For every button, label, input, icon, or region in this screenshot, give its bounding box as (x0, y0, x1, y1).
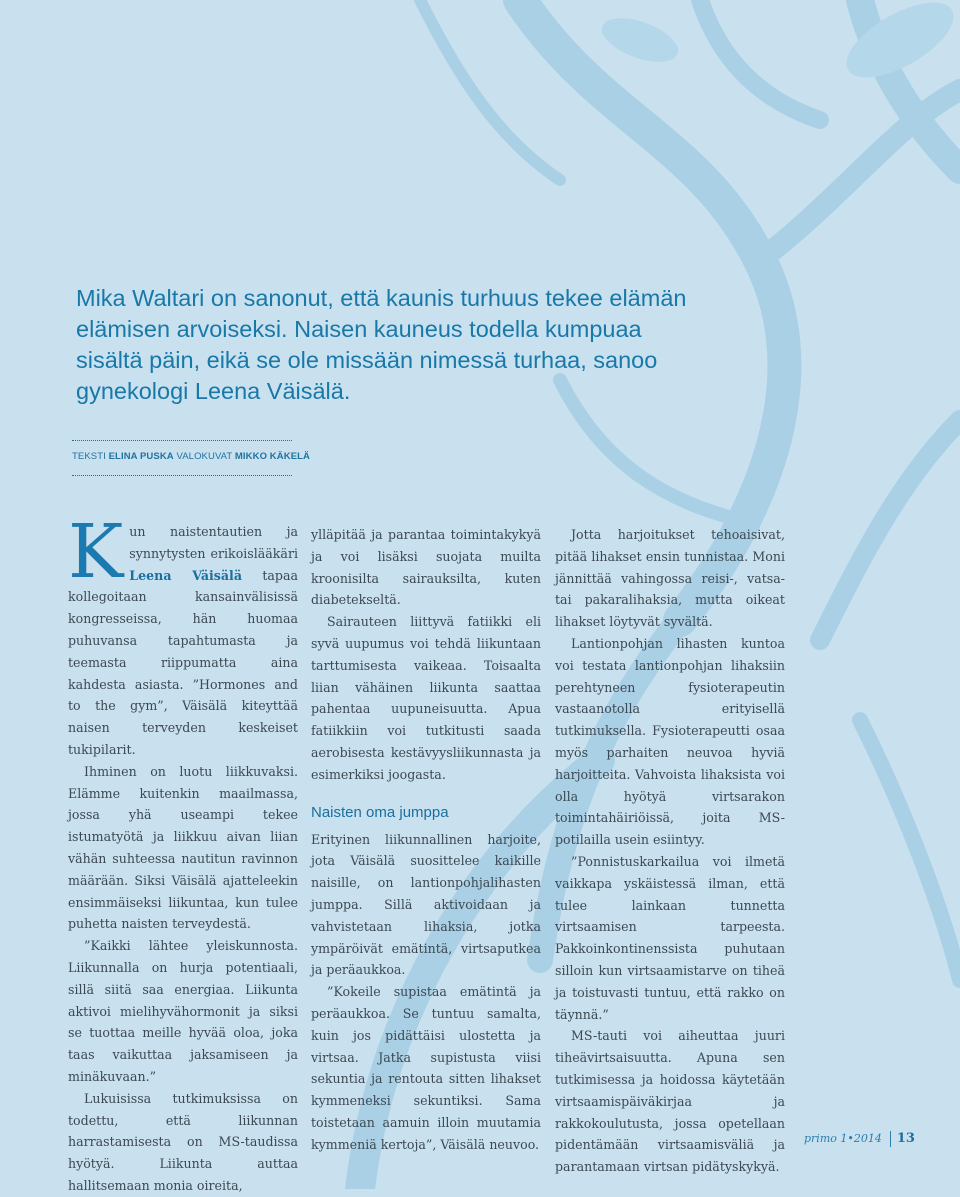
col1-p1-start: un naistentautien ja synnytysten erikoislääkäri (129, 524, 298, 561)
highlighted-name: Leena Väisälä (129, 567, 242, 583)
footer-divider (890, 1131, 891, 1147)
credits-text-label: TEKSTI (72, 451, 106, 462)
text-column-1 (68, 509, 298, 1197)
col1-paragraph-4: Lukuisissa tutkimuksissa on todettu, että liikunnan harrastamisesta on MS-taudissa hyötyä. Liikunta auttaa hallitsemaan monia oireita, (68, 1090, 298, 1193)
col3-paragraph-4: MS-tauti voi aiheuttaa juuri tiheävirtsaisuutta. Apuna sen tutkimisessa ja hoidossa käytetään virtsaamispäiväkirjaa ja rakkokoulutusta, jossa opetellaan pidentämään virtsaamisväliä ja parantamaan virtsan pidätyskykyä. (555, 1028, 785, 1175)
col2-paragraph-3: Erityinen liikunnallinen harjoite, jota Väisälä suosittelee kaikille naisille, on lantionpohjalihasten jumppa. Sillä aktivoidaan ja vahvistetaan lihaksia, jotka ympäröivät emätintä, virtsaputkea ja peräaukkoa. (311, 831, 541, 978)
credits-photos-label: VALOKUVAT (176, 451, 233, 462)
byline-credits (72, 440, 310, 476)
page-footer (804, 1131, 924, 1147)
col3-paragraph-3: ”Ponnistuskarkailua voi ilmetä vaikkapa yskäistessä ilman, että tulee lainkaan tunnetta virtsaamisen tarpeesta. Pakkoinkontinenssista puhutaan silloin kun virtsaamistarve on tiheä ja toistuvasti tuntuu, että rakko on täynnä.” (555, 853, 785, 1022)
col2-paragraph-2: Sairauteen liittyvä fatiikki eli syvä uupumus voi tehdä liikuntaan tarttumisesta vaikeaa. Toisaalta liian vähäinen liikunta saattaa pahentaa uupuneisuutta. Apua fatiikkiin voi tutkitusti saada aerobisesta kestävyysliikunnasta ja esimerkiksi joogasta. (311, 614, 541, 782)
magazine-issue: primo 1•2014 (804, 1132, 882, 1145)
text-column-2 (311, 524, 541, 1156)
credits-author: ELINA PUSKA (108, 451, 174, 462)
col3-paragraph-1: Jotta harjoitukset tehoaisivat, pitää lihakset ensin tunnistaa. Moni jännittää vahingossa reisi-, vatsa- tai pakaralihaksia, mutta oikeat lihakset löytyvät syvältä. (555, 527, 785, 630)
lead-paragraph: Mika Waltari on sanonut, että kaunis turhuus tekee elämän elämisen arvoiseksi. Naisen kauneus todella kumpuaa sisältä päin, eikä se ole missään nimessä turhaa, sanoo gynekologi Leena Väisälä. (76, 285, 687, 404)
col2-paragraph-1: ylläpitää ja parantaa toimintakykyä ja voi lisäksi suojata muilta kroonisilta sairauksilta, kuten diabetekseltä. (311, 527, 541, 608)
col1-p1-end: tapaa kollegoitaan kansainvälisissä kongresseissa, hän huomaa puhuvansa tapahtumasta ja teemasta riippumatta aina kahdesta asiasta. ”Hormones and to the gym”, Väisälä kiteyttää naisen terveyden keskeiset tukipilarit. (68, 567, 298, 757)
col1-paragraph-3: ”Kaikki lähtee yleiskunnosta. Liikunnalla on hurja potentiaali, sillä siitä saa energiaa. Liikunta aktivoi mielihyvähormonit ja siksi se tuottaa meille hyvää oloa, joka taas vaikuttaa jaksamiseen ja minäkuvaan.” (68, 938, 298, 1084)
text-column-3 (555, 524, 785, 1178)
col3-paragraph-2: Lantionpohjan lihasten kuntoa voi testata lantionpohjan lihaksiin perehtyneen fysioterapeutin vastaanotolla erityisellä tutkimuksella. Fysioterapeutti osaa myös parhaiten neuvoa hyviä harjoitteita. Vahvoista lihaksista voi olla hyötyä virtsarakon toimintahäiriöissä, joita MS-potilailla usein esiintyy. (555, 635, 785, 848)
dropcap: K (68, 509, 124, 595)
section-subheading: Naisten oma jumppa (311, 803, 449, 821)
page-number: 13 (896, 1131, 915, 1146)
col1-paragraph-1 (68, 509, 298, 761)
credits-photographer: MIKKO KÄKELÄ (234, 451, 310, 462)
col2-paragraph-4: ”Kokeile supistaa emätintä ja peräaukkoa. Se tuntuu samalta, kuin jos pidättäisi ulostetta ja virtsaa. Jatka supistusta viisi sekuntia ja rentouta sitten lihakset kymmeneksi sekuntiksi. Sama toistetaan aamuin illoin muutamia kymmeniä kertoja”, Väisälä neuvoo. (311, 984, 541, 1152)
col1-paragraph-2: Ihminen on luotu liikkuvaksi. Elämme kuitenkin maailmassa, jossa yhä useampi tekee istumatyötä ja liikkuu aivan liian vähän suhteessa nautitun ravinnon määrään. Siksi Väisälä ajatteleekin ensimmäiseksi liikuntaa, kun tulee puhetta naisten terveydestä. (68, 763, 298, 932)
